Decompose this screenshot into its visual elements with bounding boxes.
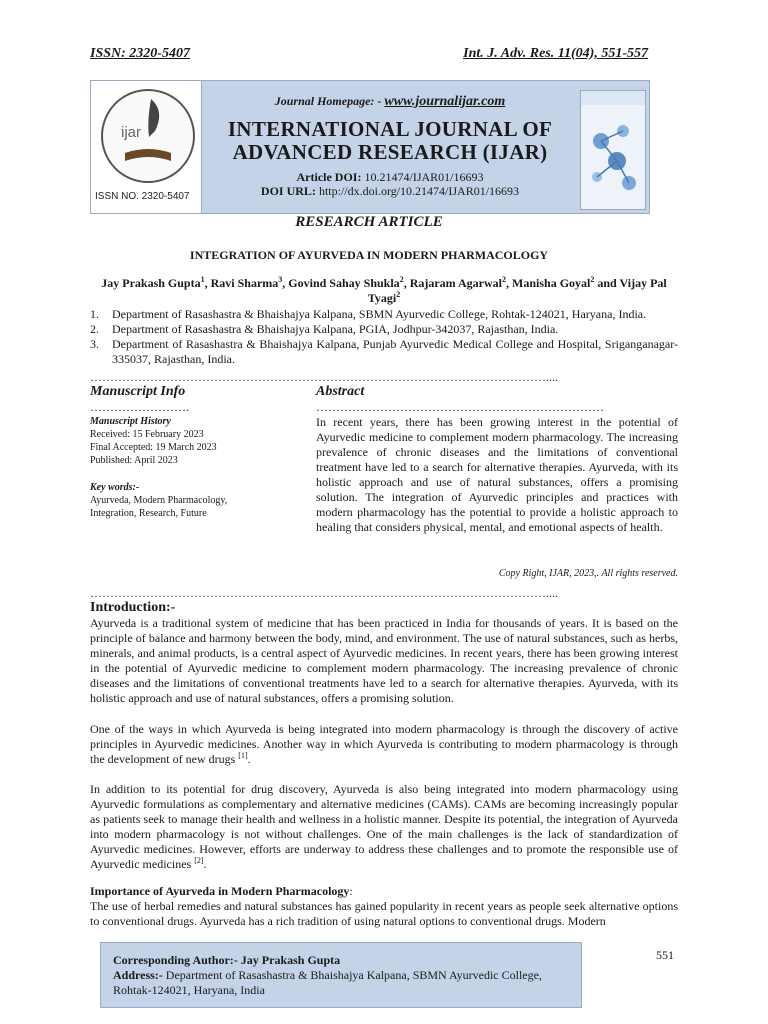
doi-label: Article DOI: [296,170,362,184]
manuscript-history [90,415,260,467]
author-name: Jay Prakash Gupta [101,276,201,290]
homepage-label: Journal Homepage: - [274,94,382,108]
journal-homepage [200,94,580,110]
separator-dots: ……………………. [90,400,189,414]
running-header [90,46,648,62]
journal-title-line2: ADVANCED RESEARCH (IJAR) [232,140,548,164]
published-date: Published: April 2023 [90,455,178,466]
author-address: Department of Rasashastra & Bhaishajya Kalpana, SBMN Ayurvedic College, Rohtak-124021, Haryana, India [113,968,542,997]
address-label: Address:- [113,968,163,982]
author-list: Jay Prakash Gupta$^1$, Ravi Sharma$^3$, Govind Sahay Shukla$^2$, Rajaram Agarwal$^2$, Manisha Goyal$^2$ and Vijay Pal Tyagi$^2$ [101,275,667,305]
article-type: RESEARCH ARTICLE [295,214,443,230]
issn-label: ISSN: 2320-5407 [90,46,190,61]
doi-block [200,170,580,198]
author-name: Rajaram Agarwal [409,276,503,290]
keywords-label: Key words:- [90,482,140,493]
abstract-text: In recent years, there has been growing interest in the potential of Ayurvedic medicine to complement modern pharmacology. The increasing prevalence of chronic diseases and the limitations of conventional treatment have led to a search for alternative therapies. Ayurveda, with its holistic approach and use of natural substances, offers a promising solution. The integration of Ayurvedic principles and practices with modern pharmacology has the potential to provide a holistic approach to healing that considers physical, mental, and emotional aspects of health. [316,415,678,534]
doi-url-label: DOI URL: [260,184,316,198]
citation-ref[interactable]: [1] [238,751,248,760]
intro-paragraph-1: Ayurveda is a traditional system of medicine that has been practiced in India for thousands of years. It is based on the principle of balance and harmony between the body, mind, and environment. The use of natural substances, such as herbs, minerals, and animal products, is a central aspect of Ayurvedic medicines. In recent years, there has been growing interest in the potential of Ayurvedic medicine to complement modern pharmacology. The increasing prevalence of chronic diseases and the limitations of conventional treatments have led to a search for alternative therapies. Ayurveda, with its holistic approach and use of natural substances, offers a promising solution. [90,616,678,705]
page-number: 551 [656,948,674,962]
logo-issn: ISSN NO. 2320-5407 [95,191,190,202]
journal-title-line1: INTERNATIONAL JOURNAL OF [227,117,553,141]
author-name: Govind Sahay Shukla [288,276,400,290]
keywords-list: Ayurveda, Modern Pharmacology, Integration, Research, Future [90,495,228,519]
copyright-notice: Copy Right, IJAR, 2023,. All rights reserved. [498,568,678,579]
author-name: Manisha Goyal [512,276,591,290]
quill-book-icon [103,91,193,181]
corresponding-author: Corresponding Author:- Jay Prakash Gupta [113,953,341,967]
affiliation-item: 3. Department of Rasashastra & Bhaishajya Kalpana, Punjab Ayurvedic Medical College and Hospital, Sriganganagar-335037, Rajasthan, India. [90,337,678,366]
accepted-date: Final Accepted: 19 March 2023 [90,442,217,453]
affiliation-item: 2. Department of Rasashastra & Bhaishajya Kalpana, PGIA, Jodhpur-342037, Rajasthan, India. [90,322,559,336]
introduction-heading: Introduction:- [90,600,176,615]
author-name: Vijay Pal Tyagi [367,276,667,305]
separator-dots: ……………………………………………………………… [316,400,604,414]
received-date: Received: 15 February 2023 [90,429,204,440]
author-name: Ravi Sharma [210,276,279,290]
abstract-heading: Abstract [316,384,365,399]
intro-paragraph-4: Importance of Ayurveda in Modern Pharmacology: The use of herbal remedies and natural substances has gained popularity in recent years as people seek alternative options to conventional drugs. Ayurveda has a rich tradition of using natural options to conventional drugs. Modern [90,884,678,928]
doi-value: 10.21474/IJAR01/16693 [364,170,484,184]
separator-dots: …………………………………………………………………………………………………….... [90,586,558,600]
section-subheading: Importance of Ayurveda in Modern Pharmacology [90,884,350,898]
journal-logo [90,80,202,214]
manuscript-info [90,384,260,520]
affiliation-item: 1. Department of Rasashastra & Bhaishajya Kalpana, SBMN Ayurvedic College, Rohtak-124021, Haryana, India. [90,307,647,321]
doi-url-link[interactable]: http://dx.doi.org/10.21474/IJAR01/16693 [318,184,520,198]
citation-label: Int. J. Adv. Res. 11(04), 551-557 [463,46,648,61]
journal-title [200,118,580,164]
intro-paragraph-2: One of the ways in which Ayurveda is being integrated into modern pharmacology is through the discovery of active principles in Ayurvedic medicines. Another way in which Ayurveda is contributing to modern pharmacology is through the development of new drugs [1]. [90,722,678,766]
citation-ref[interactable]: [2] [194,856,204,865]
molecule-icon [581,91,645,209]
keywords [90,481,260,520]
corresponding-author-box [100,942,582,1008]
logo-text: ijar [121,124,142,141]
history-label: Manuscript History [90,416,171,427]
article-title: INTEGRATION OF AYURVEDA IN MODERN PHARMACOLOGY [189,248,549,262]
homepage-link[interactable]: www.journalijar.com [384,94,506,109]
logo-emblem [101,89,195,183]
separator-dots: …………………………………………………………………………………………………….... [90,370,558,384]
affiliation-list [90,307,678,367]
abstract-section [316,384,678,535]
journal-cover-image [580,90,646,210]
intro-paragraph-3: In addition to its potential for drug discovery, Ayurveda is also being integrated into modern pharmacology using Ayurvedic formulations as complementary and alternative medicines (CAMs). CAMs are becoming increasingly popular as patients seek to manage their health and wellness in a holistic manner. Despite its potential, the integration of Ayurveda into modern pharmacology is not without challenges. One of the main challenges is the lack of standardization of Ayurvedic medicines. However, efforts are underway to address these challenges and to promote the responsible use of Ayurvedic medicines [2]. [90,782,678,871]
manuscript-info-heading: Manuscript Info [90,384,186,399]
